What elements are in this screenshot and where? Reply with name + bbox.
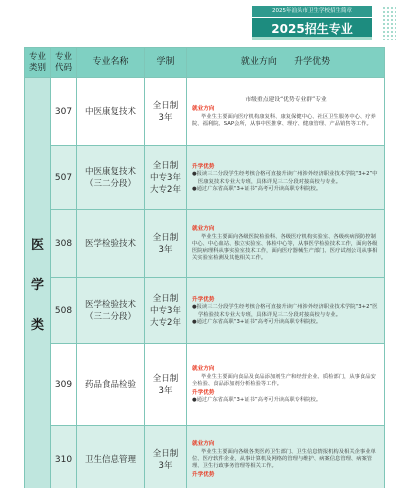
major-code: 309 xyxy=(51,344,77,426)
major-code: 508 xyxy=(51,278,77,344)
table-row xyxy=(25,210,385,278)
key-program-note: 市级重点建设“优势专业群”专业 xyxy=(245,97,327,104)
advantage-item: ●通过广东省高职“3+证书”高考可升读高职专科院校。 xyxy=(192,397,322,404)
major-description xyxy=(187,278,385,344)
table-row xyxy=(25,426,385,488)
study-duration: 全日制 3年 xyxy=(145,210,187,278)
category-cell xyxy=(25,78,51,488)
employment-text: 毕业生主要面向各级各类医药卫生部门、卫生信息情报机构及相关企事业单位、医疗软件企业，从事计算机及网络的管理与维护、病案信息管理、病案管理、卫生行政事务管理等相关工作。 xyxy=(192,448,376,470)
employment-heading: 就业方向 xyxy=(192,366,215,373)
employment-text: 毕业生主要面向医疗机构康复科、康复保健中心、社区卫生服务中心、疗养院、福利院、SAP会所，从事中医推拿、理疗、健康管理、产品销售等工作。 xyxy=(192,113,376,127)
column-header-name xyxy=(77,48,145,78)
table-row xyxy=(25,78,385,146)
major-description xyxy=(187,78,385,146)
header-label: 专业 类别 xyxy=(28,51,46,73)
header-label-advantage: 升学优势 xyxy=(294,57,331,67)
header-label-employment: 就业方向 xyxy=(240,57,277,67)
page-title: 2025招生专业 xyxy=(252,18,372,40)
brochure-header-band: 2025年汕头市卫生学校招生简章 xyxy=(252,6,372,17)
advantage-heading: 升学优势 xyxy=(192,164,215,171)
major-name: 药品食品检验 xyxy=(77,344,145,426)
study-duration: 全日制 3年 xyxy=(145,426,187,488)
advantage-item: ●通过广东省高职“3+证书”高考可升读高职专科院校。 xyxy=(192,185,322,192)
major-code: 307 xyxy=(51,78,77,146)
category-char: 医 xyxy=(30,237,44,253)
employment-text: 毕业生主要面向食品及食品添加剂生产和经营企业、质检部门，从事食品安全检验、食品添加剂分析检验等工作。 xyxy=(192,373,376,387)
table-row xyxy=(25,146,385,210)
study-duration: 全日制 中专3年 大专2年 xyxy=(145,278,187,344)
employment-heading: 就业方向 xyxy=(192,441,215,448)
employment-heading: 就业方向 xyxy=(192,226,215,233)
major-code: 507 xyxy=(51,146,77,210)
major-description xyxy=(187,146,385,210)
advantage-heading: 升学优势 xyxy=(192,390,215,397)
column-header-employment-advantage xyxy=(187,48,385,78)
major-description xyxy=(187,426,385,488)
decorative-dot-pattern xyxy=(382,6,396,40)
major-name: 医学检验技术 xyxy=(77,210,145,278)
employment-heading: 就业方向 xyxy=(192,106,215,113)
study-duration: 全日制 3年 xyxy=(145,344,187,426)
column-header-category xyxy=(25,48,51,78)
study-duration: 全日制 中专3年 大专2年 xyxy=(145,146,187,210)
category-char: 类 xyxy=(30,317,44,333)
majors-table xyxy=(24,47,385,488)
column-header-study xyxy=(145,48,187,78)
major-code: 310 xyxy=(51,426,77,488)
major-name: 中医康复技术 （三二分段） xyxy=(77,146,145,210)
table-row xyxy=(25,278,385,344)
major-name: 医学检验技术 （三二分段） xyxy=(77,278,145,344)
major-description xyxy=(187,210,385,278)
advantage-heading: 升学优势 xyxy=(192,472,215,479)
category-char: 学 xyxy=(30,277,44,293)
major-code: 308 xyxy=(51,210,77,278)
advantage-item: ●报读三二分段学生经考核合格可直接升读广州涉外经济职业技术学院“3+2”医学检验技术专业大专班，具体详见三二分段对接高校与专业。 xyxy=(192,304,378,318)
advantage-heading: 升学优势 xyxy=(192,297,215,304)
header-label: 学制 xyxy=(156,57,175,67)
major-name: 中医康复技术 xyxy=(77,78,145,146)
advantage-item: ●通过广东省高职“3+证书”高考可升读高职专科院校。 xyxy=(192,318,322,325)
major-name: 卫生信息管理 xyxy=(77,426,145,488)
header-label: 专业 代码 xyxy=(54,51,72,73)
employment-text: 毕业生主要面向各级医院检验科、各级医疗机构实验室、各级疾病预防控制中心、中心血站、独立实验室、体检中心等，从事医学检验技术工作，面向各级医院病理科从事实验室技术工作，面向医疗器械生产部门、医疗试剂公司从事相关实验室检测及其他相关工作。 xyxy=(192,233,378,262)
table-row xyxy=(25,344,385,426)
study-duration: 全日制 3年 xyxy=(145,78,187,146)
header-label: 专业名称 xyxy=(92,57,129,67)
major-description xyxy=(187,344,385,426)
column-header-code xyxy=(51,48,77,78)
advantage-item: ●报读三二分段学生经考核合格可直接升读广州涉外经济职业技术学院“3+2”中医康复技术专业大专班，具体详见三二分段对接高校与专业。 xyxy=(192,171,378,185)
table-header-row xyxy=(25,48,385,78)
